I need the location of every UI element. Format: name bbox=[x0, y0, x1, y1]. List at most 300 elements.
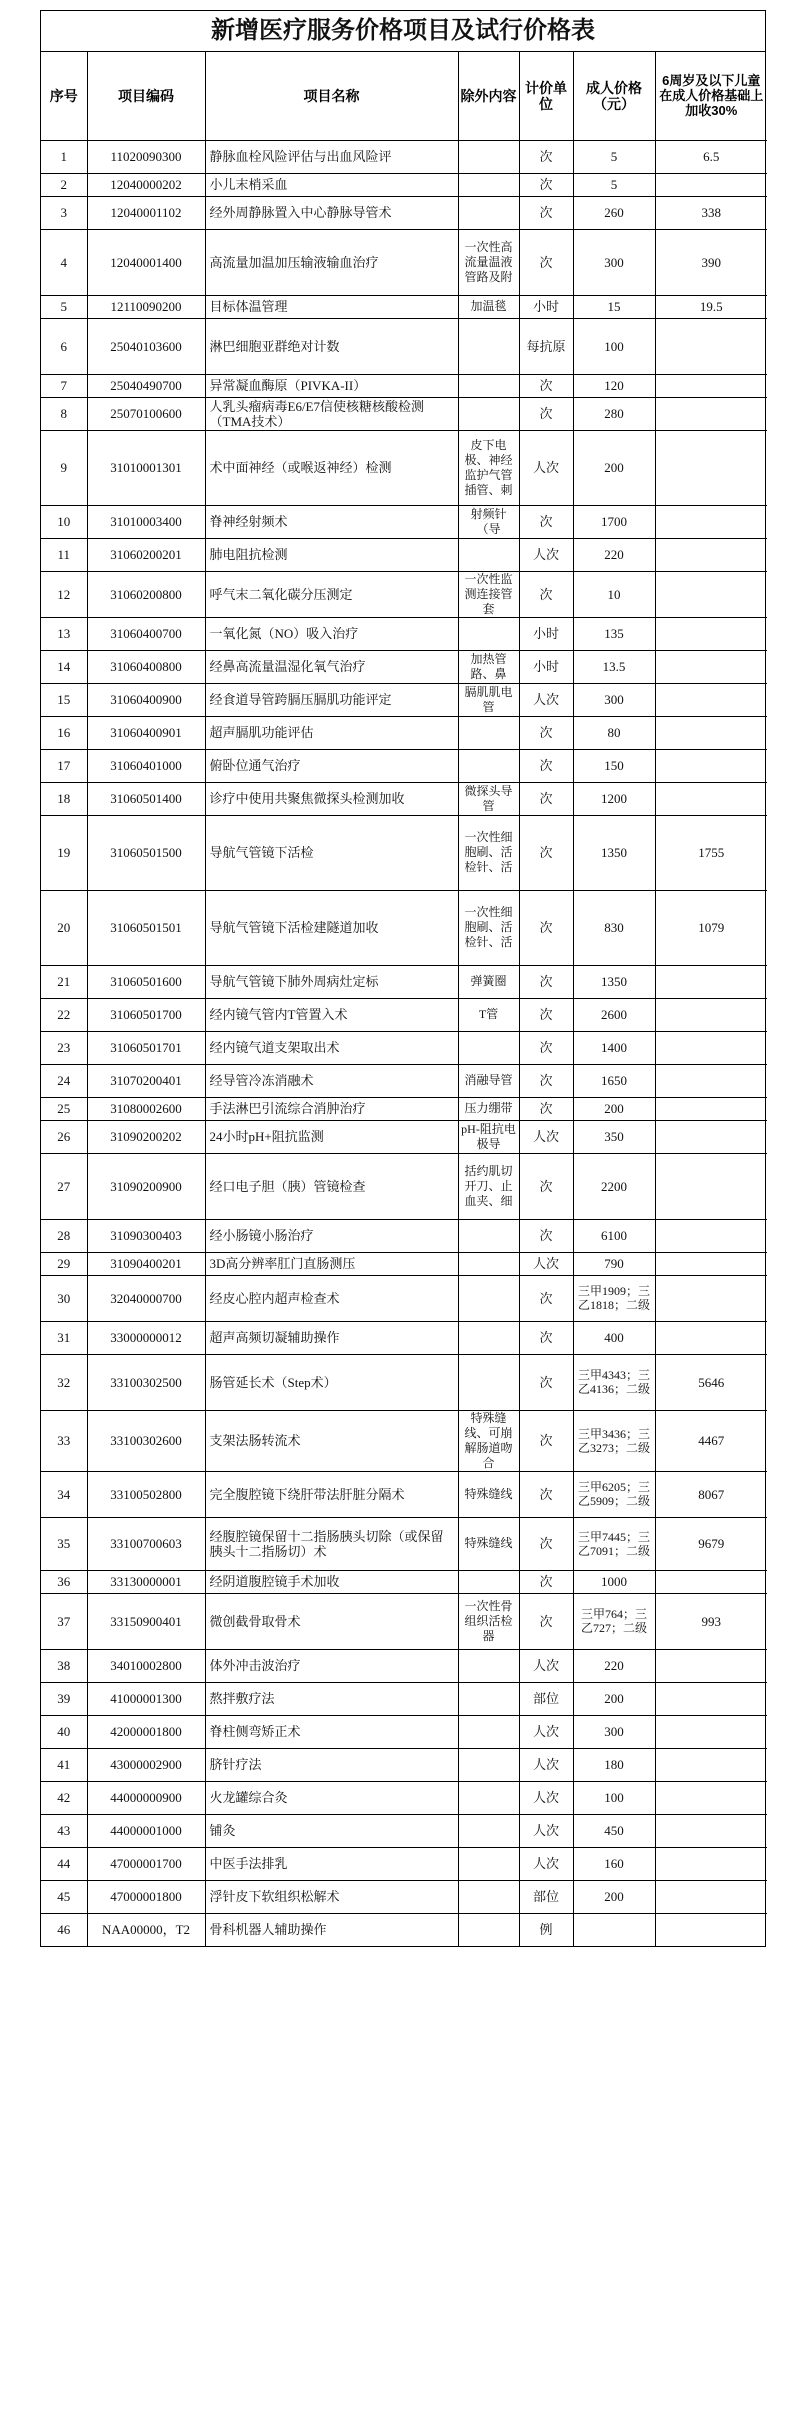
row-code: 41000001300 bbox=[87, 1682, 205, 1715]
table-row bbox=[41, 571, 767, 617]
row-unit: 次 bbox=[519, 173, 573, 196]
row-adult-price: 300 bbox=[573, 1715, 655, 1748]
row-seq: 7 bbox=[41, 374, 87, 397]
row-child-price: 19.5 bbox=[655, 295, 767, 318]
row-seq: 19 bbox=[41, 815, 87, 890]
row-child-price: 1755 bbox=[655, 815, 767, 890]
row-unit: 次 bbox=[519, 965, 573, 998]
row-excluded bbox=[458, 1781, 519, 1814]
row-unit: 次 bbox=[519, 1410, 573, 1471]
row-seq: 41 bbox=[41, 1748, 87, 1781]
table-row bbox=[41, 397, 767, 430]
row-child-price bbox=[655, 1321, 767, 1354]
row-adult-price: 135 bbox=[573, 617, 655, 650]
row-adult-price: 300 bbox=[573, 229, 655, 295]
row-code: 31060400700 bbox=[87, 617, 205, 650]
row-unit: 次 bbox=[519, 1354, 573, 1410]
table-row bbox=[41, 1517, 767, 1570]
row-name: 高流量加温加压输液输血治疗 bbox=[205, 229, 458, 295]
row-unit: 人次 bbox=[519, 1649, 573, 1682]
table-row bbox=[41, 196, 767, 229]
row-adult-price: 100 bbox=[573, 318, 655, 374]
header-unit: 计价单位 bbox=[519, 52, 573, 140]
row-excluded: 压力绷带 bbox=[458, 1097, 519, 1120]
table-row bbox=[41, 1097, 767, 1120]
row-name: 诊疗中使用共聚焦微探头检测加收 bbox=[205, 782, 458, 815]
row-child-price bbox=[655, 1781, 767, 1814]
row-name: 微创截骨取骨术 bbox=[205, 1593, 458, 1649]
row-code: 32040000700 bbox=[87, 1275, 205, 1321]
row-child-price bbox=[655, 683, 767, 716]
row-adult-price: 13.5 bbox=[573, 650, 655, 683]
table-row bbox=[41, 998, 767, 1031]
row-code: 31010001301 bbox=[87, 430, 205, 505]
row-unit: 小时 bbox=[519, 617, 573, 650]
row-child-price: 5646 bbox=[655, 1354, 767, 1410]
row-child-price: 6.5 bbox=[655, 140, 767, 173]
row-child-price bbox=[655, 1252, 767, 1275]
row-child-price bbox=[655, 397, 767, 430]
table-row bbox=[41, 374, 767, 397]
row-seq: 28 bbox=[41, 1219, 87, 1252]
row-seq: 40 bbox=[41, 1715, 87, 1748]
row-seq: 12 bbox=[41, 571, 87, 617]
row-excluded bbox=[458, 1031, 519, 1064]
row-child-price bbox=[655, 617, 767, 650]
row-child-price bbox=[655, 1847, 767, 1880]
row-adult-price: 1400 bbox=[573, 1031, 655, 1064]
header-seq: 序号 bbox=[41, 52, 87, 140]
row-seq: 23 bbox=[41, 1031, 87, 1064]
row-child-price bbox=[655, 1814, 767, 1847]
row-child-price: 8067 bbox=[655, 1471, 767, 1517]
table-row bbox=[41, 1064, 767, 1097]
row-code: 31060400901 bbox=[87, 716, 205, 749]
row-excluded bbox=[458, 318, 519, 374]
row-excluded: 一次性高流量温液管路及附 bbox=[458, 229, 519, 295]
row-name: 超声高频切凝辅助操作 bbox=[205, 1321, 458, 1354]
row-adult-price: 三甲7445；三乙7091；二级 bbox=[573, 1517, 655, 1570]
row-name: 熬拌敷疗法 bbox=[205, 1682, 458, 1715]
row-code: 31060501400 bbox=[87, 782, 205, 815]
row-seq: 35 bbox=[41, 1517, 87, 1570]
row-excluded bbox=[458, 374, 519, 397]
row-child-price bbox=[655, 1748, 767, 1781]
row-excluded: 一次性细胞刷、活检针、活 bbox=[458, 815, 519, 890]
row-name: 中医手法排乳 bbox=[205, 1847, 458, 1880]
row-code: 34010002800 bbox=[87, 1649, 205, 1682]
row-name: 导航气管镜下活检建隧道加收 bbox=[205, 890, 458, 965]
row-excluded: 消融导管 bbox=[458, 1064, 519, 1097]
row-child-price bbox=[655, 749, 767, 782]
row-child-price: 9679 bbox=[655, 1517, 767, 1570]
row-code: NAA00000，T2 bbox=[87, 1913, 205, 1946]
row-adult-price: 200 bbox=[573, 1880, 655, 1913]
row-unit: 次 bbox=[519, 374, 573, 397]
row-code: 33100302500 bbox=[87, 1354, 205, 1410]
row-adult-price: 260 bbox=[573, 196, 655, 229]
row-seq: 44 bbox=[41, 1847, 87, 1880]
table-row bbox=[41, 1410, 767, 1471]
row-code: 12040001400 bbox=[87, 229, 205, 295]
row-excluded: 射频针（导 bbox=[458, 505, 519, 538]
row-unit: 部位 bbox=[519, 1880, 573, 1913]
price-table-sheet bbox=[40, 10, 766, 1947]
row-name: 完全腹腔镜下绕肝带法肝脏分隔术 bbox=[205, 1471, 458, 1517]
row-seq: 38 bbox=[41, 1649, 87, 1682]
row-child-price bbox=[655, 571, 767, 617]
row-name: 经皮心腔内超声检查术 bbox=[205, 1275, 458, 1321]
row-seq: 20 bbox=[41, 890, 87, 965]
row-unit: 次 bbox=[519, 1321, 573, 1354]
row-name: 铺灸 bbox=[205, 1814, 458, 1847]
row-seq: 3 bbox=[41, 196, 87, 229]
row-name: 浮针皮下软组织松解术 bbox=[205, 1880, 458, 1913]
row-name: 人乳头瘤病毒E6/E7信使核糖核酸检测（TMA技术） bbox=[205, 397, 458, 430]
row-seq: 16 bbox=[41, 716, 87, 749]
row-child-price bbox=[655, 1031, 767, 1064]
row-seq: 11 bbox=[41, 538, 87, 571]
row-child-price: 338 bbox=[655, 196, 767, 229]
table-header-row bbox=[41, 52, 767, 140]
row-child-price bbox=[655, 1570, 767, 1593]
row-adult-price: 三甲764；三乙727；二级 bbox=[573, 1593, 655, 1649]
row-unit: 次 bbox=[519, 1593, 573, 1649]
row-adult-price: 200 bbox=[573, 1097, 655, 1120]
page-title: 新增医疗服务价格项目及试行价格表 bbox=[41, 11, 765, 52]
row-code: 25040490700 bbox=[87, 374, 205, 397]
row-code: 25040103600 bbox=[87, 318, 205, 374]
row-adult-price: 10 bbox=[573, 571, 655, 617]
row-code: 33100302600 bbox=[87, 1410, 205, 1471]
row-adult-price: 1350 bbox=[573, 965, 655, 998]
row-code: 31060501701 bbox=[87, 1031, 205, 1064]
row-excluded bbox=[458, 1880, 519, 1913]
row-code: 31060501700 bbox=[87, 998, 205, 1031]
row-adult-price: 1350 bbox=[573, 815, 655, 890]
table-row bbox=[41, 1252, 767, 1275]
row-adult-price bbox=[573, 1913, 655, 1946]
row-name: 脊柱侧弯矫正术 bbox=[205, 1715, 458, 1748]
row-unit: 次 bbox=[519, 1219, 573, 1252]
row-seq: 10 bbox=[41, 505, 87, 538]
row-unit: 人次 bbox=[519, 1748, 573, 1781]
row-seq: 6 bbox=[41, 318, 87, 374]
row-adult-price: 830 bbox=[573, 890, 655, 965]
row-code: 12040001102 bbox=[87, 196, 205, 229]
row-seq: 21 bbox=[41, 965, 87, 998]
row-adult-price: 280 bbox=[573, 397, 655, 430]
table-row bbox=[41, 965, 767, 998]
row-name: 经外周静脉置入中心静脉导管术 bbox=[205, 196, 458, 229]
row-code: 31060501500 bbox=[87, 815, 205, 890]
row-adult-price: 350 bbox=[573, 1120, 655, 1153]
row-seq: 17 bbox=[41, 749, 87, 782]
row-child-price bbox=[655, 1880, 767, 1913]
row-seq: 43 bbox=[41, 1814, 87, 1847]
row-adult-price: 220 bbox=[573, 538, 655, 571]
row-adult-price: 450 bbox=[573, 1814, 655, 1847]
row-code: 31090200900 bbox=[87, 1153, 205, 1219]
row-child-price bbox=[655, 1097, 767, 1120]
row-unit: 次 bbox=[519, 749, 573, 782]
row-unit: 小时 bbox=[519, 295, 573, 318]
row-adult-price: 180 bbox=[573, 1748, 655, 1781]
row-child-price bbox=[655, 1064, 767, 1097]
row-unit: 次 bbox=[519, 1570, 573, 1593]
header-excluded: 除外内容 bbox=[458, 52, 519, 140]
row-excluded bbox=[458, 1321, 519, 1354]
row-excluded bbox=[458, 1715, 519, 1748]
row-unit: 次 bbox=[519, 782, 573, 815]
row-code: 25070100600 bbox=[87, 397, 205, 430]
row-name: 术中面神经（或喉返神经）检测 bbox=[205, 430, 458, 505]
row-excluded bbox=[458, 173, 519, 196]
row-name: 呼气末二氧化碳分压测定 bbox=[205, 571, 458, 617]
row-code: 31060501600 bbox=[87, 965, 205, 998]
table-row bbox=[41, 1153, 767, 1219]
row-excluded: 弹簧圈 bbox=[458, 965, 519, 998]
row-code: 31090300403 bbox=[87, 1219, 205, 1252]
row-adult-price: 三甲6205；三乙5909；二级 bbox=[573, 1471, 655, 1517]
row-excluded: T管 bbox=[458, 998, 519, 1031]
row-code: 33100700603 bbox=[87, 1517, 205, 1570]
table-row bbox=[41, 1471, 767, 1517]
row-excluded bbox=[458, 1847, 519, 1880]
table-row bbox=[41, 617, 767, 650]
row-child-price bbox=[655, 1649, 767, 1682]
row-child-price: 390 bbox=[655, 229, 767, 295]
row-excluded: 一次性细胞刷、活检针、活 bbox=[458, 890, 519, 965]
row-code: 31010003400 bbox=[87, 505, 205, 538]
row-unit: 次 bbox=[519, 571, 573, 617]
table-row bbox=[41, 1031, 767, 1064]
row-seq: 31 bbox=[41, 1321, 87, 1354]
row-unit: 人次 bbox=[519, 1715, 573, 1748]
row-unit: 次 bbox=[519, 815, 573, 890]
row-child-price bbox=[655, 1219, 767, 1252]
row-adult-price: 6100 bbox=[573, 1219, 655, 1252]
row-seq: 32 bbox=[41, 1354, 87, 1410]
row-name: 超声膈肌功能评估 bbox=[205, 716, 458, 749]
row-excluded: 加热管路、鼻 bbox=[458, 650, 519, 683]
row-code: 33100502800 bbox=[87, 1471, 205, 1517]
row-seq: 1 bbox=[41, 140, 87, 173]
row-child-price bbox=[655, 782, 767, 815]
row-child-price bbox=[655, 374, 767, 397]
row-unit: 次 bbox=[519, 1153, 573, 1219]
row-code: 44000001000 bbox=[87, 1814, 205, 1847]
row-code: 31060501501 bbox=[87, 890, 205, 965]
row-code: 31090200202 bbox=[87, 1120, 205, 1153]
row-excluded bbox=[458, 1682, 519, 1715]
row-seq: 42 bbox=[41, 1781, 87, 1814]
row-seq: 45 bbox=[41, 1880, 87, 1913]
row-code: 11020090300 bbox=[87, 140, 205, 173]
row-name: 导航气管镜下活检 bbox=[205, 815, 458, 890]
row-excluded: 特殊缝线 bbox=[458, 1517, 519, 1570]
table-row bbox=[41, 505, 767, 538]
row-adult-price: 160 bbox=[573, 1847, 655, 1880]
header-child-surcharge: 6周岁及以下儿童在成人价格基础上加收30% bbox=[655, 52, 767, 140]
row-code: 47000001800 bbox=[87, 1880, 205, 1913]
row-adult-price: 三甲1909；三乙1818；二级 bbox=[573, 1275, 655, 1321]
row-seq: 8 bbox=[41, 397, 87, 430]
price-table bbox=[41, 52, 767, 1946]
table-row bbox=[41, 538, 767, 571]
table-row bbox=[41, 318, 767, 374]
row-adult-price: 150 bbox=[573, 749, 655, 782]
row-name: 经鼻高流量温湿化氧气治疗 bbox=[205, 650, 458, 683]
row-excluded: 括约肌切开刀、止血夹、细 bbox=[458, 1153, 519, 1219]
row-excluded bbox=[458, 1275, 519, 1321]
row-name: 经阴道腹腔镜手术加收 bbox=[205, 1570, 458, 1593]
row-child-price: 1079 bbox=[655, 890, 767, 965]
row-unit: 人次 bbox=[519, 1120, 573, 1153]
row-seq: 25 bbox=[41, 1097, 87, 1120]
table-row bbox=[41, 1748, 767, 1781]
row-name: 小儿末梢采血 bbox=[205, 173, 458, 196]
table-row bbox=[41, 1354, 767, 1410]
row-child-price bbox=[655, 1913, 767, 1946]
row-excluded bbox=[458, 716, 519, 749]
row-code: 31070200401 bbox=[87, 1064, 205, 1097]
row-name: 火龙罐综合灸 bbox=[205, 1781, 458, 1814]
row-excluded bbox=[458, 1649, 519, 1682]
row-excluded: 皮下电极、神经监护气管插管、刺 bbox=[458, 430, 519, 505]
table-row bbox=[41, 229, 767, 295]
table-row bbox=[41, 1570, 767, 1593]
row-excluded bbox=[458, 196, 519, 229]
row-excluded bbox=[458, 1219, 519, 1252]
row-seq: 18 bbox=[41, 782, 87, 815]
row-unit: 次 bbox=[519, 229, 573, 295]
row-adult-price: 三甲4343；三乙4136；二级 bbox=[573, 1354, 655, 1410]
row-code: 42000001800 bbox=[87, 1715, 205, 1748]
row-excluded: 加温毯 bbox=[458, 295, 519, 318]
table-row bbox=[41, 295, 767, 318]
row-adult-price: 220 bbox=[573, 1649, 655, 1682]
row-unit: 人次 bbox=[519, 430, 573, 505]
row-adult-price: 1000 bbox=[573, 1570, 655, 1593]
row-adult-price: 200 bbox=[573, 1682, 655, 1715]
row-unit: 人次 bbox=[519, 1781, 573, 1814]
row-name: 淋巴细胞亚群绝对计数 bbox=[205, 318, 458, 374]
table-row bbox=[41, 173, 767, 196]
row-adult-price: 5 bbox=[573, 173, 655, 196]
table-row bbox=[41, 1682, 767, 1715]
row-unit: 次 bbox=[519, 1097, 573, 1120]
row-code: 31090400201 bbox=[87, 1252, 205, 1275]
row-unit: 小时 bbox=[519, 650, 573, 683]
row-child-price bbox=[655, 1153, 767, 1219]
row-unit: 人次 bbox=[519, 1252, 573, 1275]
row-seq: 39 bbox=[41, 1682, 87, 1715]
table-row bbox=[41, 749, 767, 782]
table-row bbox=[41, 1847, 767, 1880]
row-adult-price: 100 bbox=[573, 1781, 655, 1814]
row-seq: 5 bbox=[41, 295, 87, 318]
row-seq: 24 bbox=[41, 1064, 87, 1097]
row-unit: 次 bbox=[519, 397, 573, 430]
row-adult-price: 790 bbox=[573, 1252, 655, 1275]
row-child-price bbox=[655, 650, 767, 683]
row-excluded bbox=[458, 617, 519, 650]
row-adult-price: 400 bbox=[573, 1321, 655, 1354]
table-row bbox=[41, 1219, 767, 1252]
row-code: 31060401000 bbox=[87, 749, 205, 782]
row-code: 31060200800 bbox=[87, 571, 205, 617]
row-code: 43000002900 bbox=[87, 1748, 205, 1781]
header-name: 项目名称 bbox=[205, 52, 458, 140]
row-child-price bbox=[655, 716, 767, 749]
table-row bbox=[41, 1913, 767, 1946]
row-name: 24小时pH+阻抗监测 bbox=[205, 1120, 458, 1153]
row-child-price bbox=[655, 318, 767, 374]
row-child-price: 993 bbox=[655, 1593, 767, 1649]
table-row bbox=[41, 1814, 767, 1847]
row-unit: 次 bbox=[519, 1471, 573, 1517]
row-seq: 36 bbox=[41, 1570, 87, 1593]
row-excluded: 特殊缝线 bbox=[458, 1471, 519, 1517]
row-adult-price: 5 bbox=[573, 140, 655, 173]
row-child-price bbox=[655, 1715, 767, 1748]
row-child-price bbox=[655, 173, 767, 196]
row-unit: 人次 bbox=[519, 538, 573, 571]
row-excluded bbox=[458, 749, 519, 782]
header-adult-price: 成人价格（元） bbox=[573, 52, 655, 140]
row-code: 31060400800 bbox=[87, 650, 205, 683]
row-code: 31060400900 bbox=[87, 683, 205, 716]
table-row bbox=[41, 430, 767, 505]
row-unit: 次 bbox=[519, 716, 573, 749]
row-excluded bbox=[458, 538, 519, 571]
table-row bbox=[41, 1715, 767, 1748]
row-unit: 人次 bbox=[519, 1814, 573, 1847]
row-excluded bbox=[458, 1354, 519, 1410]
row-code: 12040000202 bbox=[87, 173, 205, 196]
row-unit: 人次 bbox=[519, 683, 573, 716]
row-unit: 部位 bbox=[519, 1682, 573, 1715]
table-row bbox=[41, 782, 767, 815]
table-row bbox=[41, 140, 767, 173]
row-name: 肠管延长术（Step术） bbox=[205, 1354, 458, 1410]
row-seq: 34 bbox=[41, 1471, 87, 1517]
table-row bbox=[41, 1321, 767, 1354]
row-adult-price: 三甲3436；三乙3273；二级 bbox=[573, 1410, 655, 1471]
row-seq: 4 bbox=[41, 229, 87, 295]
row-child-price bbox=[655, 1275, 767, 1321]
row-unit: 人次 bbox=[519, 1847, 573, 1880]
row-name: 脐针疗法 bbox=[205, 1748, 458, 1781]
row-unit: 次 bbox=[519, 1517, 573, 1570]
row-seq: 2 bbox=[41, 173, 87, 196]
row-excluded: 特殊缝线、可崩解肠道吻合 bbox=[458, 1410, 519, 1471]
row-child-price bbox=[655, 1120, 767, 1153]
table-row bbox=[41, 890, 767, 965]
row-name: 支架法肠转流术 bbox=[205, 1410, 458, 1471]
table-row bbox=[41, 683, 767, 716]
row-seq: 15 bbox=[41, 683, 87, 716]
row-child-price bbox=[655, 430, 767, 505]
row-seq: 22 bbox=[41, 998, 87, 1031]
row-name: 俯卧位通气治疗 bbox=[205, 749, 458, 782]
row-unit: 次 bbox=[519, 505, 573, 538]
table-row bbox=[41, 1120, 767, 1153]
row-code: 31060200201 bbox=[87, 538, 205, 571]
row-adult-price: 15 bbox=[573, 295, 655, 318]
row-name: 体外冲击波治疗 bbox=[205, 1649, 458, 1682]
